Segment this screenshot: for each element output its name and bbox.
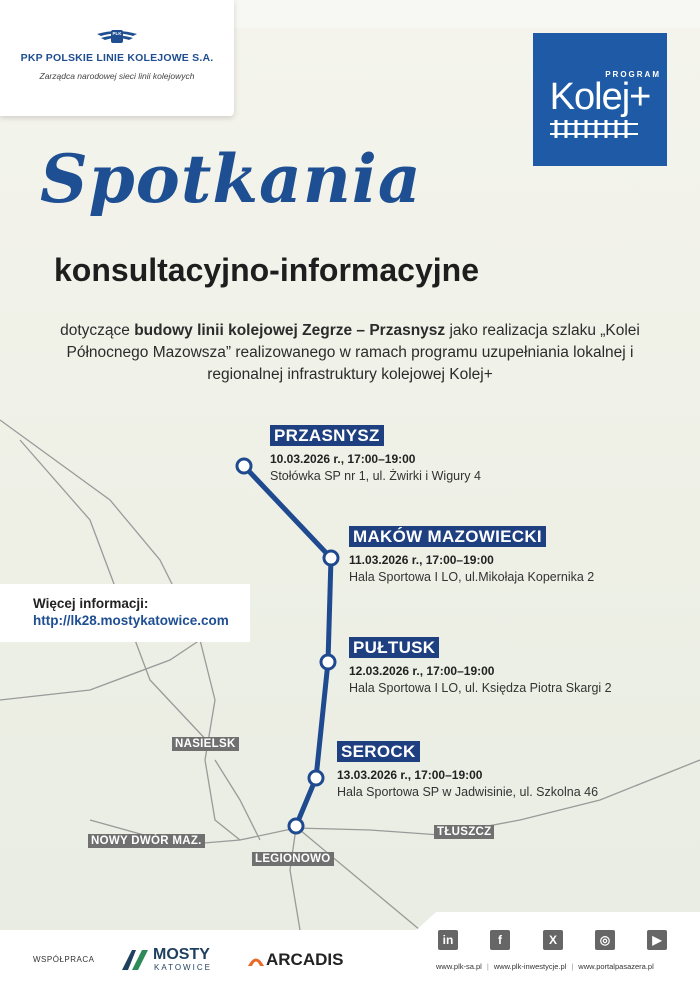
org-subtitle: Zarządca narodowej sieci linii kolejowych	[39, 71, 195, 81]
station-place: Stołówka SP nr 1, ul. Żwirki i Wigury 4	[270, 469, 481, 483]
station-marker-serock	[309, 771, 323, 785]
program-name: Kolej+	[549, 76, 651, 118]
x-icon[interactable]: X	[543, 930, 563, 950]
town-label-nasielsk: NASIELSK	[172, 737, 239, 751]
mosty-logo-icon	[120, 946, 150, 972]
youtube-icon[interactable]: ▶	[647, 930, 667, 950]
station-serock	[337, 742, 598, 799]
station-name: MAKÓW MAZOWIECKI	[349, 526, 546, 547]
station-marker-makow	[324, 551, 338, 565]
station-place: Hala Sportowa I LO, ul.Mikołaja Kopernika 2	[349, 570, 595, 584]
station-przasnysz	[270, 426, 481, 483]
org-name: PKP POLSKIE LINIE KOLEJOWE S.A.	[20, 52, 214, 64]
town-label-tluszcz: TŁUSZCZ	[434, 825, 494, 839]
plk-logo-icon	[95, 26, 139, 48]
plk-logo-text: PLK	[112, 31, 122, 36]
town-label-nowy-dwor: NOWY DWÓR MAZ.	[88, 834, 205, 848]
partner-mosty: MOSTY	[153, 946, 210, 963]
cooperation-label: WSPÓŁPRACA	[33, 955, 95, 964]
arcadis-logo-icon	[247, 951, 265, 967]
title-script: Spotkania	[40, 140, 422, 218]
station-marker-pultusk	[321, 655, 335, 669]
station-date: 13.03.2026 r., 17:00–19:00	[337, 768, 483, 782]
intro-part2: jako realizacja szlaku „Kolei Północnego Mazowsza” realizowanego w ramach programu uzupełniania lokalnej i regionalnej infrastruktury kolejowej Kolej+	[66, 322, 640, 383]
title-main: konsultacyjno-informacyjne	[54, 252, 479, 288]
station-makow	[349, 527, 594, 584]
station-date: 10.03.2026 r., 17:00–19:00	[270, 452, 416, 466]
partner-mosty-sub: KATOWICE	[154, 963, 212, 972]
station-pultusk	[349, 638, 612, 695]
station-place: Hala Sportowa SP w Jadwisinie, ul. Szkolna 46	[337, 785, 599, 799]
station-marker-zegrze	[289, 819, 303, 833]
station-name: PUŁTUSK	[349, 637, 439, 658]
station-date: 12.03.2026 r., 17:00–19:00	[349, 664, 495, 678]
link-portal-pasazera[interactable]: www.portalpasazera.pl	[578, 962, 654, 971]
intro-text	[40, 320, 660, 386]
rail-track-icon	[548, 118, 644, 142]
info-link[interactable]: http://lk28.mostykatowice.com	[33, 613, 229, 628]
link-plk-inwestycje[interactable]: www.plk-inwestycje.pl	[493, 962, 567, 971]
footer-links: www.plk-sa.pl | www.plk-inwestycje.pl | www.portalpasazera.pl	[436, 962, 654, 971]
intro-part1: dotyczące	[60, 322, 135, 339]
linkedin-icon[interactable]: in	[438, 930, 458, 950]
instagram-icon[interactable]: ◎	[595, 930, 615, 950]
program-label: PROGRAM	[605, 70, 661, 79]
intro-bold: budowy linii kolejowej Zegrze – Przasnysz	[134, 322, 446, 339]
station-date: 11.03.2026 r., 17:00–19:00	[349, 553, 494, 567]
header-strip	[234, 0, 700, 28]
station-place: Hala Sportowa I LO, ul. Księdza Piotra Skargi 2	[349, 681, 612, 695]
station-name: SEROCK	[337, 741, 420, 762]
info-label: Więcej informacji:	[33, 596, 149, 611]
station-marker-przasnysz	[237, 459, 251, 473]
partner-arcadis: ARCADIS	[266, 950, 344, 969]
facebook-icon[interactable]: f	[490, 930, 510, 950]
town-label-legionowo: LEGIONOWO	[252, 852, 334, 866]
link-plk-sa[interactable]: www.plk-sa.pl	[436, 962, 482, 971]
station-name: PRZASNYSZ	[270, 425, 384, 446]
